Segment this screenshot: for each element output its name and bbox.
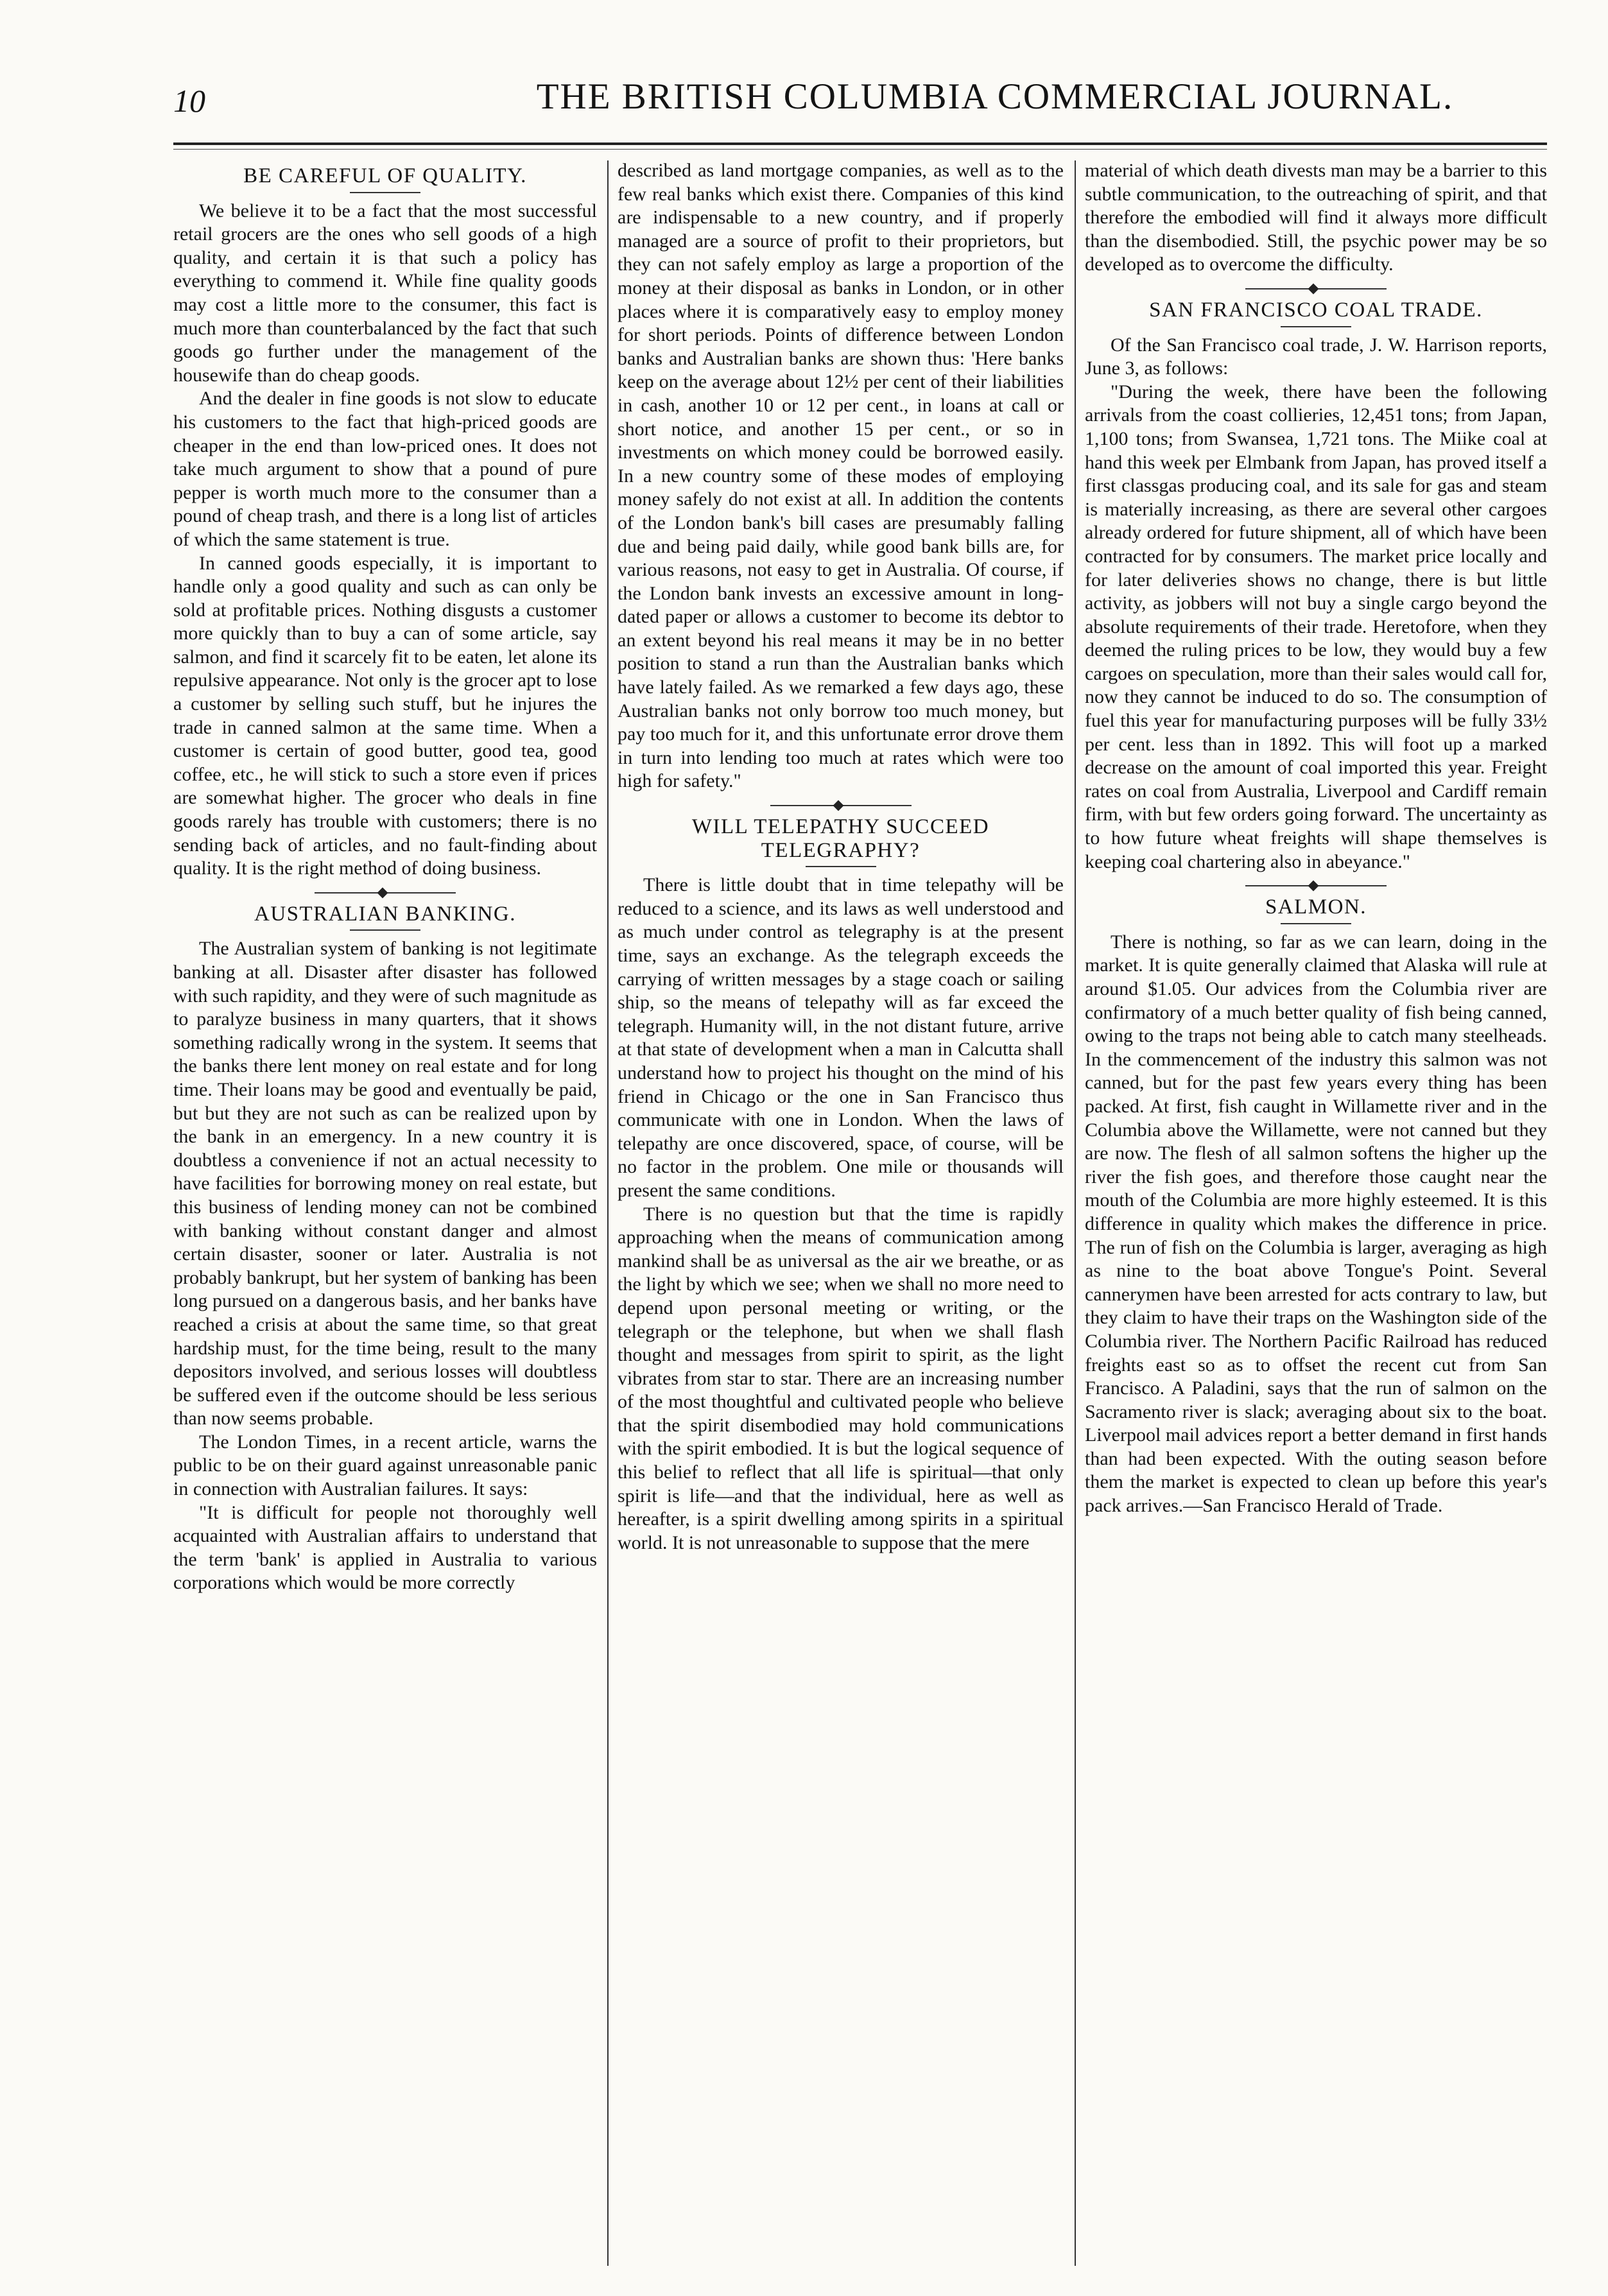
column-divider: [607, 160, 609, 2266]
heading-rule: [350, 192, 420, 193]
header-rule: [173, 142, 1547, 145]
heading-rule: [1281, 923, 1351, 924]
heading-rule: [1281, 326, 1351, 327]
paragraph: Of the San Francisco coal trade, J. W. Harrison reports, June 3, as follows:: [1085, 334, 1547, 379]
column-divider: [1075, 160, 1076, 2266]
paragraph: The Australian system of banking is not legitimate banking at all. Disaster after disaster has followed with such rapidity, and they were of such magnitude as to paralyze business in many quarters, that it shows something radically wrong in the system. It seems that the banks there lent money on real estate and for long time. Their loans may be good and eventually be paid, but but they are not such as can be realized upon by the bank in an emergency. In a new country it is doubtless a convenience if not an actual necessity to have facilities for borrowing money on real estate, but this business of lending money can not be combined with banking without constant danger and almost certain disaster, sooner or later. Australia is not probably bankrupt, but her system of banking has been long pursued on a dangerous basis, and her banks have reached a crisis at about the same time, so that great hardship must, for the time being, result to the many depositors involved, and serious losses will doubtless be suffered even if the outcome should be less serious than now seems probable.: [173, 938, 597, 1429]
article-heading-quality: BE CAREFUL OF QUALITY.: [243, 164, 527, 187]
paragraph: And the dealer in fine goods is not slow to educate his customers to the fact that high-priced goods are cheaper in the end than low-priced ones. It does not take much argument to show that a pound of pure pepper is worth much more to the consumer than a pound of cheap trash, and there is a long list of articles of which the same statement is true.: [173, 388, 597, 550]
paragraph: material of which death divests man may be a barrier to this subtle communication, to the outreaching of spirit, and that therefore the embodied will find it always more difficult than the disembodied. Still, the psychic power may be so developed as to overcome the difficulty.: [1085, 160, 1547, 275]
paragraph: "During the week, there have been the following arrivals from the coast collieries, 12,451 tons; from Japan, 1,100 tons; from Swansea, 1,721 tons. The Miike coal at hand this week per Elmbank from Japan, has proved itself a first classgas producing coal, and its sale for gas and steam is materially increasing, as there are several other cargoes already ordered for future shipment, all of which have been contracted for by consumers. The market price locally and for later deliveries shows no change, there is but little activity, as jobbers will not buy a single cargo beyond the absolute requirements of their trade. Heretofore, when they deemed the ruling prices to be low, they would buy a few cargoes on speculation, more than their sales would call for, now they cannot be induced to do so. The consumption of fuel this year for manufacturing purposes will be fully 33½ per cent. less than in 1892. This will foot up a marked decrease on the amount of coal imported this year. Freight rates on coal from Australia, Liverpool and Cardiff remain firm, with but few orders going forward. The uncertainty as to how future wheat freights will shape themselves is keeping coal chartering also in abeyance.": [1085, 381, 1547, 872]
journal-title: THE BRITISH COLUMBIA COMMERCIAL JOURNAL.: [536, 76, 1454, 117]
column-3: [1085, 159, 1547, 2271]
paragraph: described as land mortgage companies, as well as to the few real banks which exist there. Companies of this kind are indispensable to a new country, and if properly managed are a source of profit to their proprietors, but they can not safely employ as large a proportion of the money at their disposal as banks in London, or in other places where it is comparatively easy to employ money for short periods. Points of difference between London banks and Australian banks are shown thus: 'Here banks keep on the average about 12½ per cent of their liabilities in cash, another 10 or 12 per cent., in loans at call or short notice, and another 15 per cent., or so in investments on which money could be borrowed easily. In a new country some of these modes of employing money safely do not exist at all. In addition the contents of the London bank's bill cases are presumably falling due and being paid daily, while good bank bills are, for various reasons, not easy to get in Australia. Of course, if the London bank invests an excessive amount in long-dated paper or allows a customer to become its debtor to an extent beyond his real means it may be in no better position to stand a run than the Australian banks which have lately failed. As we remarked a few days ago, these Australian banks not only borrow too much money, but pay too much for it, and this unfortunate error drove them in turn into lending too much at rates which were too high for safety.": [618, 160, 1064, 792]
paragraph: "It is difficult for people not thoroughly well acquainted with Australian affairs to understand that the term 'bank' is applied in Australia to various corporations which would be more correctly: [173, 1501, 597, 1594]
article-separator: [1245, 885, 1387, 886]
paragraph: There is nothing, so far as we can learn, doing in the market. It is quite generally claimed that Alaska will rule at around $1.05. Our advices from the Columbia river are confirmatory of a much better quality of fish being canned, owing to the traps not being able to catch many steelheads. In the commencement of the industry this salmon was not canned, but for the past few years every thing has been packed. At first, fish caught in Willamette river and in the Columbia above the Willamette, were not canned but they are now. The flesh of all salmon softens the higher up the river the fish goes, and therefore those caught near the mouth of the Columbia are more highly esteemed. It is this difference in quality which makes the difference in price. The run of fish on the Columbia is larger, averaging as high as nine to the boat above Tongue's Point. Several cannerymen have been arrested for acts contrary to law, but they claim to have their traps on the Washington side of the Columbia river. The Northern Pacific Railroad has reduced freights east so as to offset the recent cut from San Francisco. A Paladini, says that the run of salmon on the Sacramento river is slack; averaging about six to the boat. Liverpool mail advices report a better demand in first hands than had been expected. With the outing season before them the market is expected to clean up before this year's pack arrives.—San Francisco Herald of Trade.: [1085, 931, 1547, 1517]
column-1: [173, 159, 597, 2271]
article-separator: [770, 805, 912, 806]
header-rule-thin: [173, 149, 1547, 150]
heading-rule: [350, 929, 420, 931]
page-number: 10: [173, 83, 205, 119]
paragraph: The London Times, in a recent article, warns the public to be on their guard against unreasonable panic in connection with Australian failures. It says:: [173, 1431, 597, 1500]
article-heading-telepathy: WILL TELEPATHY SUCCEED TELEGRAPHY?: [691, 815, 990, 862]
paragraph: In canned goods especially, it is important to handle only a good quality and such as can only be sold at profitable prices. Nothing disgusts a customer more quickly than to buy a can of some article, say salmon, and find it scarcely fit to be eaten, let alone its repulsive appearance. Not only is the grocer apt to lose a customer by selling such stuff, but he injures the trade in canned salmon at the same time. When a customer is certain of good butter, good tea, good coffee, etc., he will stick to such a store even if prices are somewhat higher. The grocer who deals in fine goods rarely has trouble with customers; there is no sending back of articles, and no fault-finding about quality. It is the right method of doing business.: [173, 552, 597, 879]
article-separator: [1245, 288, 1387, 289]
heading-rule: [806, 866, 876, 867]
paragraph: There is little doubt that in time telepathy will be reduced to a science, and its laws as well understood and as much under control as telegraphy is at the present time, says an exchange. As the telegraph exceeds the carrying of written messages by a stage coach or sailing ship, so the means of telepathy will as far exceed the telegraph. Humanity will, in the not distant future, arrive at that state of development when a man in Calcutta shall understand how to project his thought on the mind of his friend in Chicago or the one in San Francisco thus communicate with one in London. When the laws of telepathy are once discovered, space, of course, will be no factor in the problem. One mile or thousands will present the same conditions.: [618, 874, 1064, 1201]
article-heading-salmon: SALMON.: [1265, 895, 1367, 919]
paragraph: We believe it to be a fact that the most successful retail grocers are the ones who sell goods of a high quality, and certain it is that such a policy has everything to commend it. While fine quality goods may cost a little more to the consumer, this fact is much more than counterbalanced by the fact that such goods go further under the management of the housewife than do cheap goods.: [173, 200, 597, 386]
article-separator: [315, 892, 456, 893]
page-header: [173, 76, 1547, 134]
column-2: [618, 159, 1064, 2271]
paragraph: There is no question but that the time is rapidly approaching when the means of communication among mankind shall be as universal as the air we breathe, or as the light by which we see; when we shall no more need to depend upon personal meeting or writing, or the telegraph or the telephone, but when we shall flash thought and messages from spirit to spirit, as the light vibrates from star to star. There are an increasing number of the most thoughtful and cultivated people who believe that the spirit disembodied may hold communications with the spirit embodied. It is but the logical sequence of this belief to reflect that all life is spiritual—that only spirit is life—and that the individual, here as well as hereafter, is a spirit dwelling among spirits in a spiritual world. It is not unreasonable to suppose that the mere: [618, 1203, 1064, 1553]
article-heading-banking: AUSTRALIAN BANKING.: [254, 902, 516, 926]
article-heading-coal: SAN FRANCISCO COAL TRADE.: [1149, 298, 1483, 322]
